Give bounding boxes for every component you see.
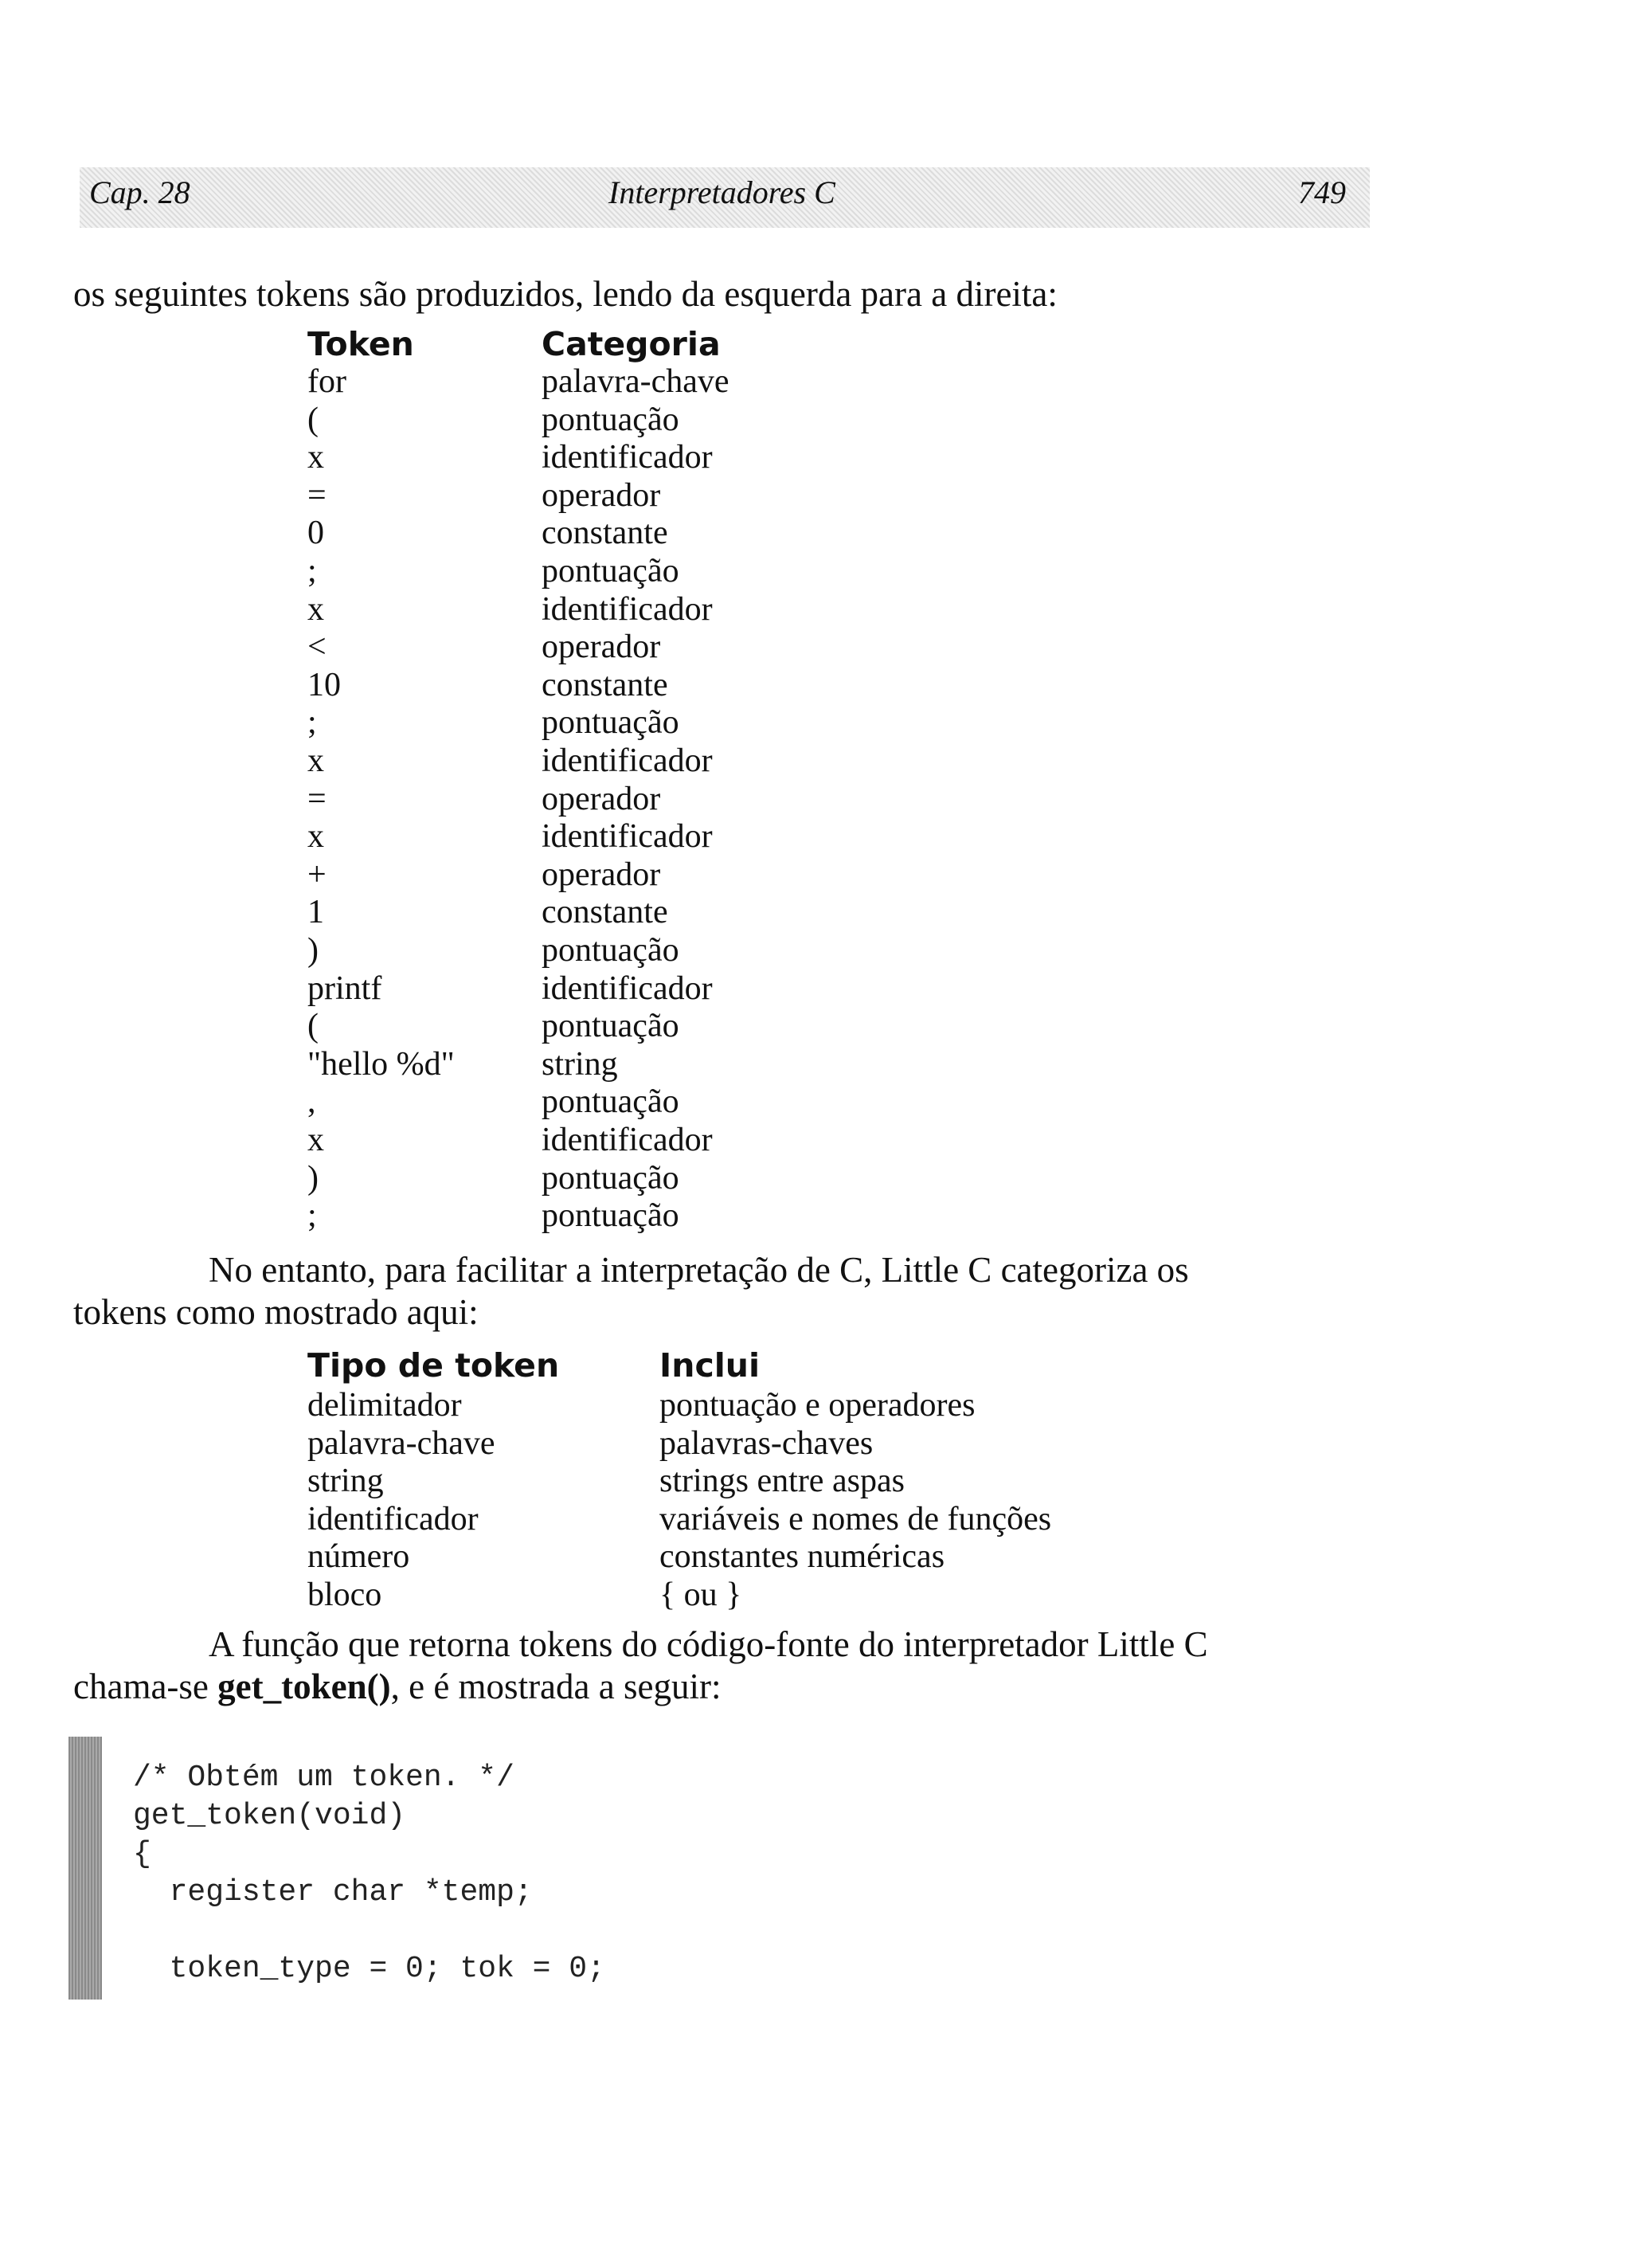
category-cell: pontuação xyxy=(542,704,679,742)
category-cell: pontuação xyxy=(542,1159,679,1197)
category-cell: operador xyxy=(542,476,661,514)
category-cell: operador xyxy=(542,629,661,666)
token-cell: ( xyxy=(307,1008,319,1045)
token-cell: ; xyxy=(307,1197,317,1235)
intro-paragraph: os seguintes tokens são produzidos, lendo da esquerda para a direita: xyxy=(73,274,1058,314)
code-line: token_type = 0; tok = 0; xyxy=(133,1952,605,1986)
token-type-cell: bloco xyxy=(307,1577,382,1613)
paragraph-3-text-post: , e é mostrada a seguir: xyxy=(390,1667,722,1706)
category-cell: pontuação xyxy=(542,1008,679,1045)
code-line: { xyxy=(133,1837,151,1871)
includes-cell: palavras-chaves xyxy=(659,1424,874,1462)
paragraph-2-line-2: tokens como mostrado aqui: xyxy=(73,1292,479,1332)
token-cell: "hello %d" xyxy=(307,1045,455,1083)
code-line: /* Obtém um token. */ xyxy=(133,1761,514,1795)
page-number: 749 xyxy=(1298,174,1346,210)
category-cell: palavra-chave xyxy=(542,363,729,400)
code-line: register char *temp; xyxy=(133,1875,533,1910)
token-cell: ; xyxy=(307,553,317,590)
token-cell: x xyxy=(307,818,324,856)
paragraph-3-line-1: A função que retorna tokens do código-fonte do interpretador Little C xyxy=(209,1624,1208,1664)
paragraph-2-line-1: No entanto, para facilitar a interpretação de C, Little C categoriza os xyxy=(209,1250,1189,1290)
category-cell: identificador xyxy=(542,1122,713,1158)
includes-cell: constantes numéricas xyxy=(659,1538,945,1576)
category-cell: pontuação xyxy=(542,932,679,969)
token-column-header: Token xyxy=(307,325,414,363)
category-cell: constante xyxy=(542,894,668,931)
token-type-column-header: Tipo de token xyxy=(307,1346,560,1385)
token-cell: = xyxy=(307,476,327,514)
function-name: get_token() xyxy=(217,1667,391,1706)
token-type-cell: palavra-chave xyxy=(307,1424,495,1462)
token-cell: ) xyxy=(307,932,319,969)
category-column-header: Categoria xyxy=(542,325,721,363)
token-cell: ; xyxy=(307,704,317,742)
token-cell: x xyxy=(307,439,324,476)
includes-cell: strings entre aspas xyxy=(659,1463,905,1500)
chapter-title: Interpretadores C xyxy=(608,174,835,210)
includes-column-header: Inclui xyxy=(659,1346,761,1385)
token-cell: x xyxy=(307,590,324,628)
paragraph-3-text-pre: chama-se xyxy=(73,1667,218,1706)
category-cell: identificador xyxy=(542,969,713,1007)
code-margin-bar xyxy=(68,1737,102,2000)
chapter-label: Cap. 28 xyxy=(89,174,190,210)
token-type-cell: string xyxy=(307,1463,384,1500)
token-cell: printf xyxy=(307,969,382,1007)
token-type-cell: número xyxy=(307,1538,410,1576)
token-cell: = xyxy=(307,780,327,817)
category-cell: pontuação xyxy=(542,553,679,590)
token-cell: 1 xyxy=(307,894,324,931)
token-type-cell: identificador xyxy=(307,1500,479,1537)
token-cell: 0 xyxy=(307,515,324,552)
category-cell: pontuação xyxy=(542,1083,679,1121)
category-cell: operador xyxy=(542,780,661,817)
token-cell: ( xyxy=(307,401,319,438)
token-cell: x xyxy=(307,742,324,779)
token-type-cell: delimitador xyxy=(307,1387,462,1424)
token-cell: x xyxy=(307,1122,324,1158)
includes-cell: { ou } xyxy=(659,1577,742,1613)
category-cell: operador xyxy=(542,856,661,893)
paragraph-3-line-2 xyxy=(73,1667,721,1706)
category-cell: string xyxy=(542,1045,618,1083)
category-cell: constante xyxy=(542,666,668,703)
category-cell: pontuação xyxy=(542,1197,679,1235)
token-cell: < xyxy=(307,629,327,666)
token-cell: for xyxy=(307,363,346,400)
category-cell: constante xyxy=(542,515,668,552)
category-cell: identificador xyxy=(542,742,713,779)
includes-cell: pontuação e operadores xyxy=(659,1387,976,1424)
category-cell: pontuação xyxy=(542,401,679,438)
category-cell: identificador xyxy=(542,818,713,856)
code-line: get_token(void) xyxy=(133,1799,406,1833)
token-cell: ) xyxy=(307,1159,319,1197)
includes-cell: variáveis e nomes de funções xyxy=(659,1500,1052,1537)
token-cell: + xyxy=(307,856,327,893)
token-cell: 10 xyxy=(307,666,341,703)
category-cell: identificador xyxy=(542,590,713,628)
token-cell: , xyxy=(307,1083,316,1121)
category-cell: identificador xyxy=(542,439,713,476)
